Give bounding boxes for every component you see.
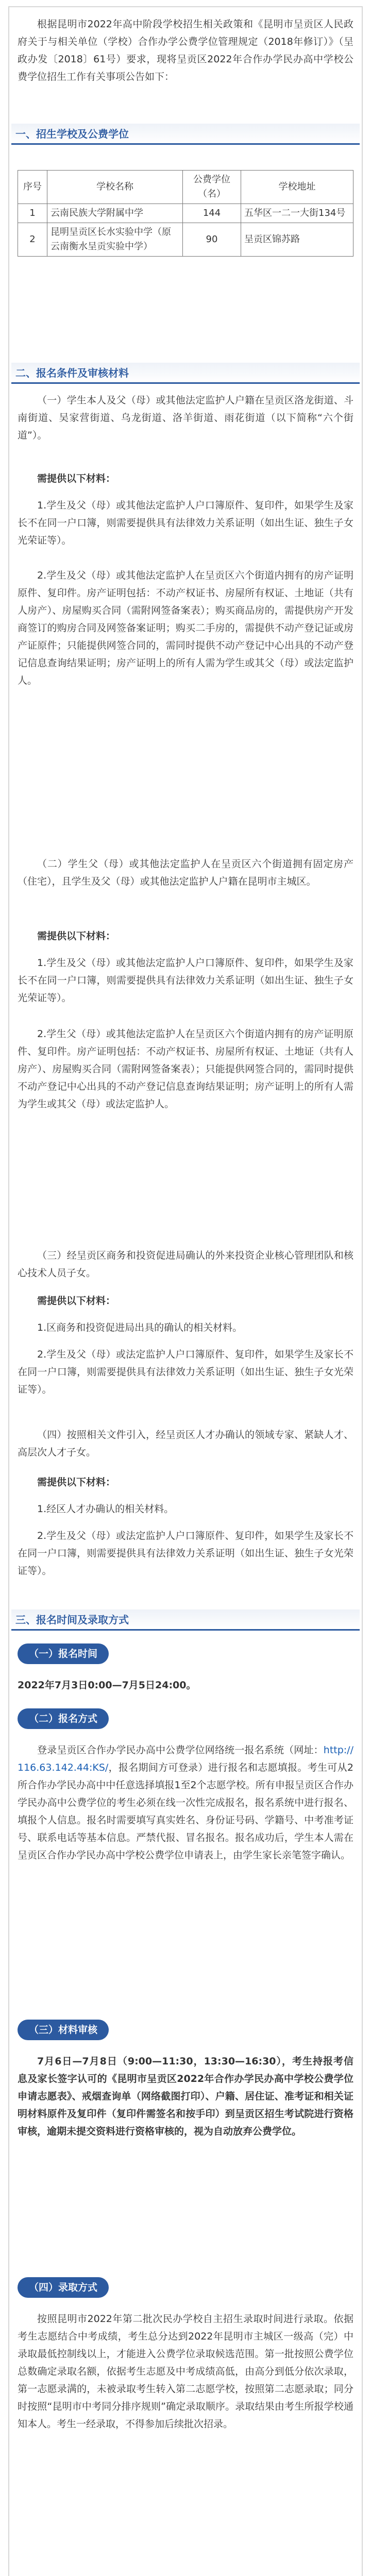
subsection-badge-review: （三）材料审核 — [18, 2020, 109, 2040]
table-cell-name: 云南民族大学附属中学 — [47, 204, 183, 223]
table-header-cell: 学校地址 — [241, 171, 353, 204]
condition-4: （四）按照相关文件引入，经呈贡区人才办确认的领域专家、紧缺人才、高层次人才子女。 — [18, 1429, 353, 1458]
condition-4-material-1: 1.经区人才办确认的相关材料。 — [37, 1503, 174, 1515]
registration-method-text: ，报名期间方可登录）进行报名和志愿填报。考生可从2所合作办学民办高中中任意选择填报1至2个志愿学校。所有申报呈贡区合作办学民办高中公费学位的考生必须在线一次性完成报名，报名系统中进行报名、填报个人信息。报名时需要填写真实姓名、身份证号码、学籍号、中考准考证号、联系电话等基本信息。严禁代报、冒名报名。报名成功后，学生本人需在呈贡区合作办学民办高中学校公费学位申请表上，由学生家长亲笔签字确认。 — [18, 1762, 353, 1861]
condition-3-material-1: 1.区商务和投资促进局出具的确认的相关材料。 — [37, 1322, 243, 1333]
intro-paragraph: 根据昆明市2022年高中阶段学校招生相关政策和《昆明市呈贡区人民政府关于与相关单位（学校）合作办学公费学位管理规定（2018年修订）》（呈政办发〔2018〕61号）要求，现将呈贡区2022年合作办学民办高中学校公费学位招生工作有关事项公告如下： — [18, 19, 353, 82]
condition-3-material-2: 2.学生及父（母）或法定监护人户口簿原件、复印件，如果学生及家长不在同一户口簿，则需要提供具有法律效力关系证明（如出生证、独生子女光荣证等）。 — [18, 1349, 353, 1395]
condition-2-material-2: 2.学生父（母）或其他法定监护人在呈贡区六个街道内拥有的房产证明原件、复印件。房产证明包括：不动产权证书、房屋所有权证、土地证（共有人房产）、房屋购买合同（需附网签备案表）；只能提供网签合同的，需同时提供不动产登记中心出具的不动产登记信息查询结果证明；房产证明上的所有人需为学生或其父（母）或法定监护人。 — [18, 1028, 353, 1110]
subsection-badge-time: （一）报名时间 — [18, 1643, 109, 1664]
subsection-badge-admission: （四）录取方式 — [18, 2277, 109, 2298]
section-header-schools — [11, 122, 360, 144]
condition-1: （一）学生本人及父（母）或其他法定监护人户籍在呈贡区洛龙街道、斗南街道、吴家营街道、乌龙街道、洛羊街道、雨花街道（以下简称“六个街道”）。 — [18, 395, 353, 441]
table-header-cell: 序号 — [18, 171, 47, 204]
registration-time: 2022年7月3日0:00—7月5日24:00。 — [18, 1680, 196, 1691]
registration-system-link[interactable]: http://116.63.142.44:KS/ — [18, 1744, 353, 1773]
condition-1-material-2: 2.学生及父（母）或其他法定监护人在呈贡区六个街道内拥有的房产证明原件、复印件。房产证明包括：不动产权证书、房屋所有权证、土地证（共有人房产）、房屋购买合同（需附网签备案表）；购买商品房的，需提供房产开发商签订的购房合同及网签备案证明；购买二手房的，需提供不动产登记证或房产证原件；只能提供网签合同的，需同时提供不动产登记中心出具的不动产登记信息查询结果证明；房产证明上的所有人需为学生或其父（母）或法定监护人。 — [18, 570, 353, 686]
materials-title: 需提供以下材料： — [37, 930, 116, 942]
registration-method-text: 登录呈贡区合作办学民办高中公费学位网络统一报名系统（网址： — [37, 1744, 324, 1756]
table-header-cell: 学校名称 — [47, 171, 183, 204]
table-header-row — [18, 171, 353, 204]
condition-1-material-1: 1.学生及父（母）或其他法定监护人户口簿原件、复印件，如果学生及家长不在同一户口簿，则需要提供具有法律效力关系证明（如出生证、独生子女光荣证等）。 — [18, 500, 353, 546]
table-row — [18, 204, 353, 223]
subsection-badge-method: （二）报名方式 — [18, 1708, 109, 1729]
condition-3: （三）经呈贡区商务和投资促进局确认的外来投资企业核心管理团队和核心技术人员子女。 — [18, 1250, 353, 1279]
table-cell-name: 昆明呈贡区长水实验中学（原云南衡水呈贡实验中学） — [47, 223, 183, 257]
registration-method — [18, 1741, 353, 1864]
table-cell-seats: 144 — [183, 204, 241, 223]
table-row — [18, 223, 353, 257]
table-cell-seats: 90 — [183, 223, 241, 257]
materials-title: 需提供以下材料： — [37, 1477, 116, 1488]
condition-4-material-2: 2.学生及父（母）或法定监护人户口簿原件、复印件，如果学生及家长不在同一户口簿，则需要提供具有法律效力关系证明（如出生证、独生子女光荣证等）。 — [18, 1530, 353, 1577]
schools-table — [18, 170, 353, 257]
section-header-conditions — [11, 361, 360, 383]
materials-title: 需提供以下材料： — [37, 473, 116, 484]
section-title: 三、报名时间及录取方式 — [15, 1614, 129, 1626]
section-header-registration — [11, 1607, 360, 1630]
table-header-cell: 公费学位（名） — [183, 171, 241, 204]
condition-2-material-1: 1.学生及父（母）或其他法定监护人户口簿原件、复印件，如果学生及家长不在同一户口簿，则需要提供具有法律效力关系证明（如出生证、独生子女光荣证等）。 — [18, 957, 353, 1004]
materials-review: 7月6日—7月8日（9:00—11:30，13:30—16:30），考生持报考信息及家长签字认可的《昆明市呈贡区2022年合作办学民办高中学校公费学位申请志愿表》、戒烟查询单（网络截图打印）、户籍、居住证、准考证和相关证明材料原件及复印件（复印件需签名和按手印）到呈贡区招生考试院进行资格审核，逾期未提交资料进行资格审核的，视为自动放弃公费学位。 — [18, 2056, 353, 2137]
condition-2: （二）学生父（母）或其他法定监护人在呈贡区六个街道拥有固定房产（住宅），且学生及父（母）或其他法定监护人户籍在昆明市主城区。 — [18, 858, 353, 887]
table-cell-no: 1 — [18, 204, 47, 223]
table-cell-addr: 五华区一二一大街134号 — [241, 204, 353, 223]
table-cell-addr: 呈贡区锦苏路 — [241, 223, 353, 257]
materials-title: 需提供以下材料： — [37, 1295, 116, 1307]
section-title: 二、报名条件及审核材料 — [15, 367, 129, 379]
admission-method: 按照昆明市2022年第二批次民办学校自主招生录取时间进行录取。依据考生志愿结合中考成绩，考生总分达到2022年昆明市主城区一级高（完）中录取最低控制线以上，才能进入公费学位录取候选范围。第一批按照公费学位总数确定录取名额，依据考生志愿及中考成绩高低，由高分到低分依次录取，第一志愿录满的，未被录取考生转入第二志愿学校，按照第二志愿录取；同分时按照“昆明市中考同分排序规则”确定录取顺序。录取结果由考生所报学校通知本人。考生一经录取，不得参加后续批次招录。 — [18, 2313, 353, 2430]
section-title: 一、招生学校及公费学位 — [15, 128, 129, 140]
table-cell-no: 2 — [18, 223, 47, 257]
